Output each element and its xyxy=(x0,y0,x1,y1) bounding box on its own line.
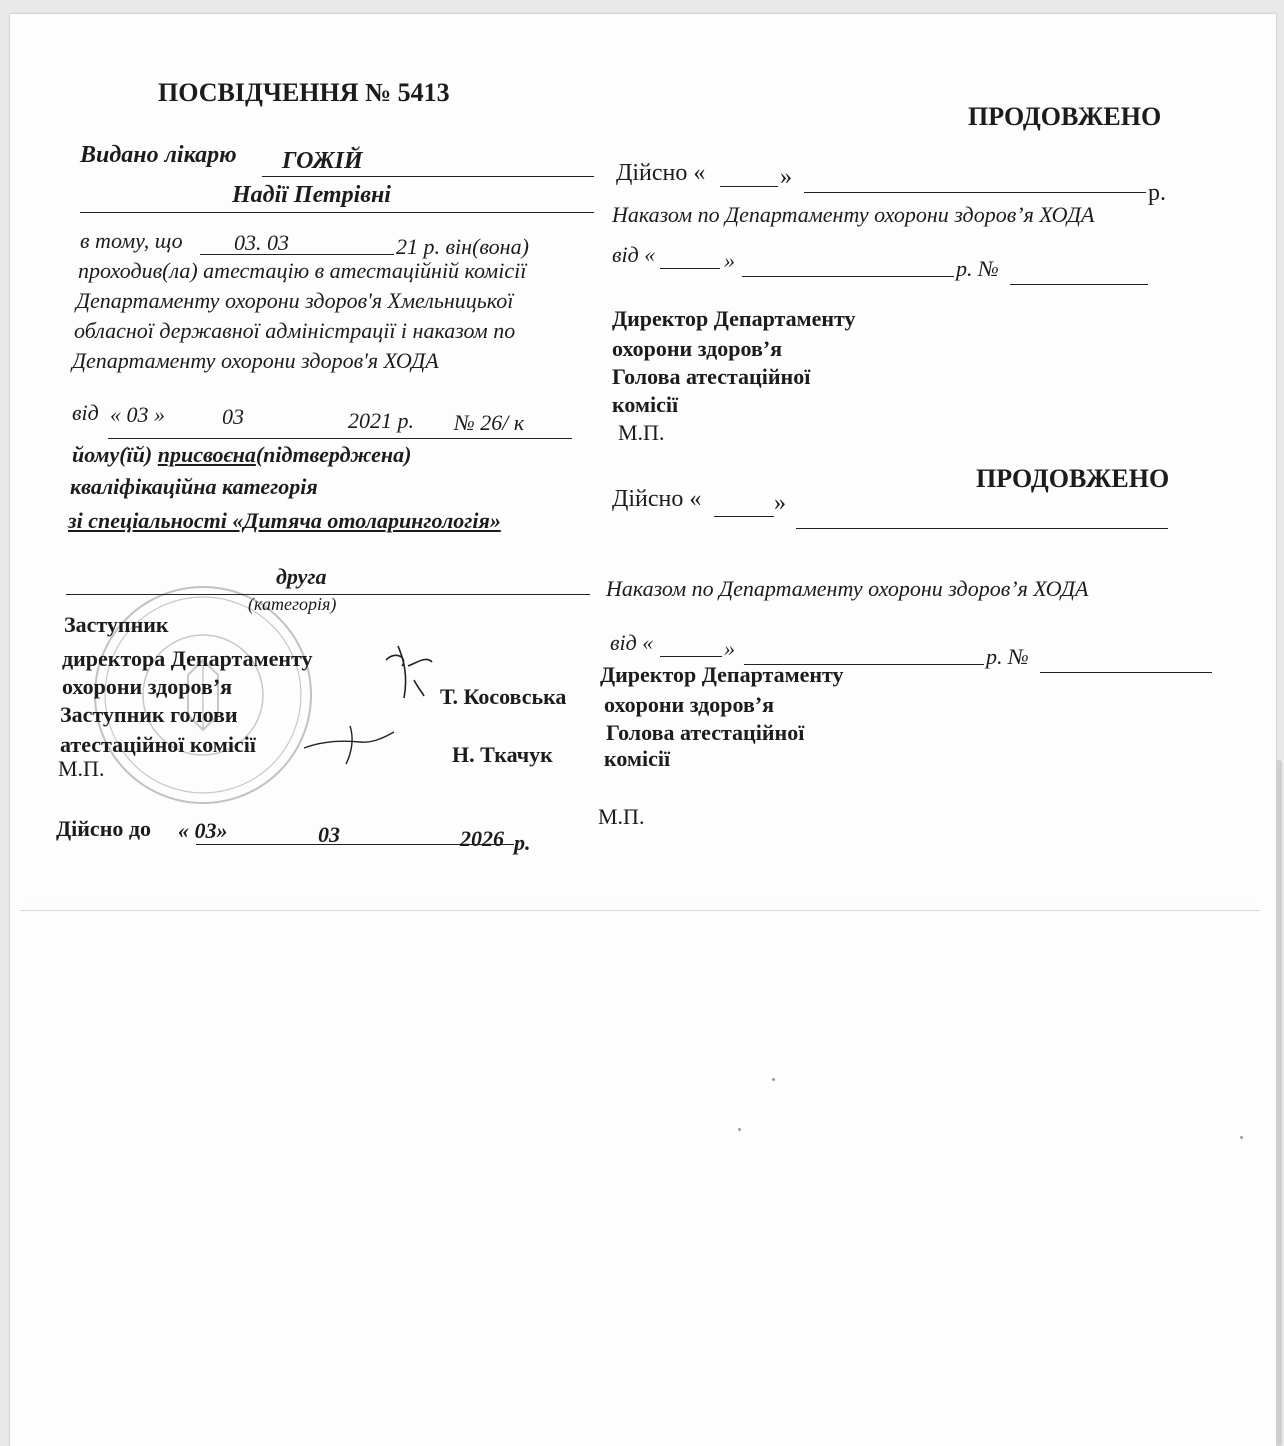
order-year: 2021 р. xyxy=(348,408,414,433)
extension-2-valid-day-line xyxy=(714,516,774,517)
passed-text-line-2: Департаменту охорони здоров'я Хмельницької xyxy=(76,288,514,313)
extension-1-number-line xyxy=(1010,284,1148,285)
signature-tkachuk xyxy=(300,718,400,768)
valid-until-year: 2026 xyxy=(460,826,504,851)
given-names-line xyxy=(80,212,594,213)
valid-until-year-suffix: р. xyxy=(514,830,531,855)
category-caption: (категорія) xyxy=(248,594,337,614)
page-fold-shadow xyxy=(20,910,1260,911)
extension-2-from-close: » xyxy=(724,636,735,661)
exam-date-line xyxy=(200,254,394,255)
extension-2-number-line xyxy=(1040,672,1212,673)
passed-text-line-4: Департаменту охорони здоров'я ХОДА xyxy=(72,348,439,373)
year-suffix: 21 р. він(вона) xyxy=(396,234,529,259)
extension-2-valid-close: » xyxy=(774,490,786,516)
surname-value: ГОЖІЙ xyxy=(282,148,363,174)
order-day: « 03 » xyxy=(110,402,165,427)
order-month: 03 xyxy=(222,404,244,429)
specialty: зі спеціальності «Дитяча отоларингологія» xyxy=(68,508,501,533)
extension-2-director-line-1: Директор Департаменту xyxy=(600,662,844,687)
extension-1-valid-label: Дійсно « xyxy=(616,160,706,186)
extension-1-valid-date-line xyxy=(804,192,1146,193)
scan-speck xyxy=(1240,1136,1243,1139)
valid-until-label: Дійсно до xyxy=(56,816,151,841)
extension-1-heading: ПРОДОВЖЕНО xyxy=(968,102,1162,131)
signature-kosovska xyxy=(378,640,438,702)
extension-2-valid-date-line xyxy=(796,528,1168,529)
assigned-line: йому(їй) присвоєна(підтверджена) xyxy=(72,442,412,467)
extension-2-number-label: р. № xyxy=(986,644,1029,669)
exam-date: 03. 03 xyxy=(234,230,289,255)
extension-1-from-date-line xyxy=(742,276,954,277)
extension-2-director-line-2: охорони здоров’я xyxy=(604,692,775,717)
extension-1-director-line-2: охорони здоров’я xyxy=(612,336,783,361)
scan-speck xyxy=(738,1128,741,1131)
extension-1-director-line-1: Директор Департаменту xyxy=(612,306,856,331)
extension-1-director-line-3: Голова атестаційної xyxy=(612,364,811,389)
signer2-name: Н. Ткачук xyxy=(452,742,553,767)
signer1-name: Т. Косовська xyxy=(440,684,567,709)
order-from-label: від xyxy=(72,400,99,425)
issued-to-label: Видано лікарю xyxy=(80,142,237,168)
order-date-line xyxy=(108,438,572,439)
extension-2-director-line-4: комісії xyxy=(604,746,671,771)
signer1-role-line-1: Заступник xyxy=(64,612,169,637)
scan-speck xyxy=(772,1078,775,1081)
order-number: № 26/ к xyxy=(454,410,525,435)
signer2-role-line-1: Заступник голови xyxy=(60,702,238,727)
extension-1-from-label: від « xyxy=(612,242,656,267)
signer2-role-line-2: атестаційної комісії xyxy=(60,732,256,757)
extension-1-valid-day-line xyxy=(720,186,778,187)
extension-2-seal-label: М.П. xyxy=(598,804,645,829)
extension-2-valid-label: Дійсно « xyxy=(612,486,702,512)
in-that-label: в тому, що xyxy=(80,228,183,253)
signer1-role-line-2: директора Департаменту xyxy=(62,646,313,671)
extension-1-director-line-4: комісії xyxy=(612,392,679,417)
extension-2-order-text: Наказом по Департаменту охорони здоров’я ХОДА xyxy=(606,576,1089,601)
given-names-value: Надії Петрівні xyxy=(232,182,391,208)
certificate-title: ПОСВІДЧЕННЯ № 5413 xyxy=(158,78,450,107)
extension-1-seal-label: М.П. xyxy=(618,420,665,445)
extension-2-director-line-3: Голова атестаційної xyxy=(606,720,805,745)
valid-until-day: « 03» xyxy=(178,818,228,843)
extension-1-order-text: Наказом по Департаменту охорони здоров’я ХОДА xyxy=(612,202,1095,227)
extension-1-valid-close: » xyxy=(780,164,792,190)
extension-2-from-label: від « xyxy=(610,630,654,655)
extension-2-heading: ПРОДОВЖЕНО xyxy=(976,464,1170,493)
surname-line xyxy=(262,176,594,177)
scrollbar[interactable] xyxy=(1276,760,1282,1446)
extension-1-from-day-line xyxy=(660,268,720,269)
extension-1-from-close: » xyxy=(724,248,735,273)
passed-text-line-3: обласної державної адміністрації і наказом по xyxy=(74,318,516,343)
signer1-role-line-3: охорони здоров’я xyxy=(62,674,233,699)
valid-until-month: 03 xyxy=(318,822,340,847)
passed-text-line-1: проходив(ла) атестацію в атестаційній комісії xyxy=(78,258,527,283)
extension-1-year-suffix: р. xyxy=(1148,180,1166,206)
seal-label: М.П. xyxy=(58,756,105,781)
category-label: кваліфікаційна категорія xyxy=(70,474,318,499)
category-value: друга xyxy=(276,564,327,589)
extension-1-number-label: р. № xyxy=(956,256,999,281)
extension-2-from-day-line xyxy=(660,656,722,657)
